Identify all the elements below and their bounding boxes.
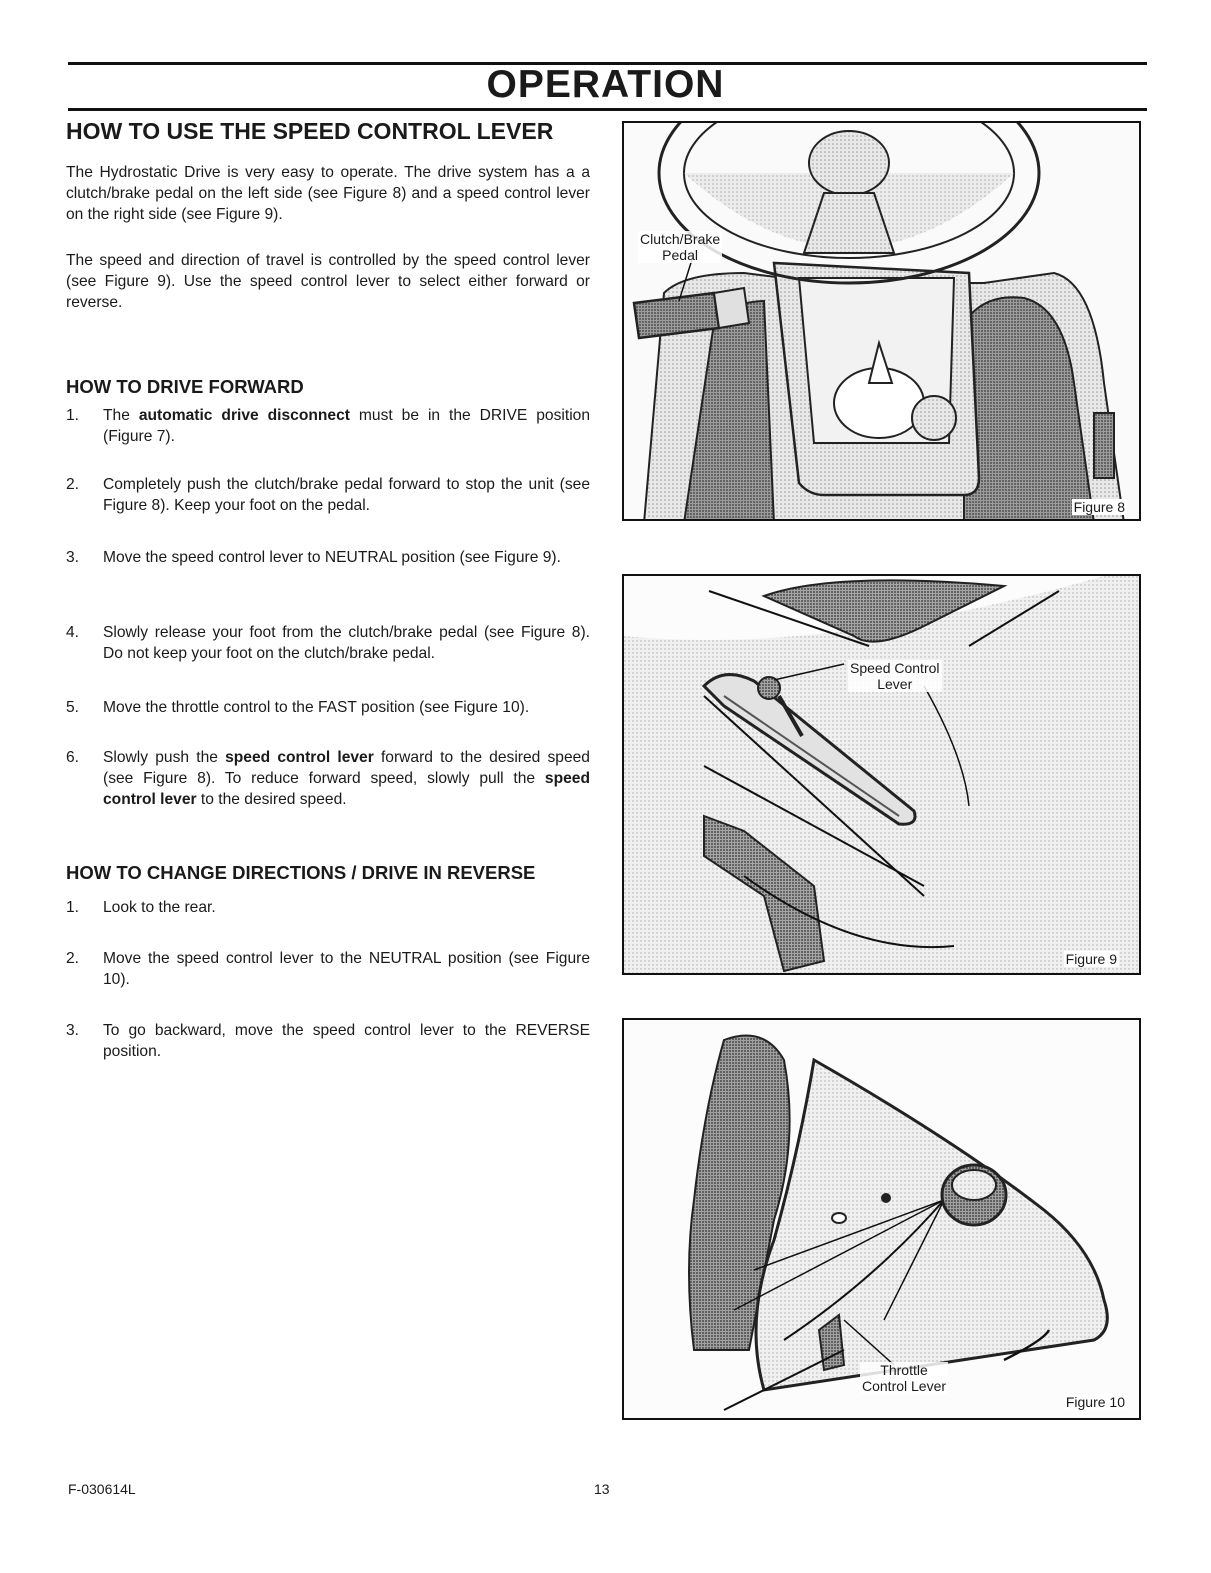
callout-line: Speed Control	[850, 660, 940, 676]
step-text: Move the speed control lever to NEUTRAL position (see Figure 9).	[103, 549, 561, 566]
clutch-brake-pedal-callout	[638, 231, 722, 263]
figure-8-label: Figure 8	[1073, 499, 1125, 515]
step-number: 2.	[66, 950, 80, 967]
speed-control-lever-callout	[848, 660, 942, 692]
title-underline	[68, 108, 1147, 111]
intro-paragraph: The Hydrostatic Drive is very easy to operate. The drive system has a a clutch/brake pedal on the left side (see Figure 8) and a speed control lever on the right side (see Figure 9).	[66, 164, 590, 223]
figure-10-illustration	[624, 1020, 1141, 1420]
figure-10-label: Figure 10	[1065, 1394, 1125, 1410]
callout-line: Throttle	[880, 1362, 928, 1378]
throttle-control-lever-callout	[860, 1362, 948, 1394]
page-number: 13	[594, 1481, 610, 1497]
step-text: The automatic drive disconnect must be in the DRIVE position (Figure 7).	[103, 407, 591, 445]
step-text: Slowly release your foot from the clutch/brake pedal (see Figure 8). Do not keep your foot on the clutch/brake pedal.	[103, 624, 590, 662]
step-text: Move the throttle control to the FAST position (see Figure 10).	[103, 699, 530, 716]
figure-9-label: Figure 9	[1065, 951, 1117, 967]
step-text: Completely push the clutch/brake pedal forward to stop the unit (see Figure 8). Keep your foot on the pedal.	[103, 476, 590, 514]
section-heading-drive-forward: HOW TO DRIVE FORWARD	[66, 376, 304, 397]
figure-9-illustration	[624, 576, 1141, 975]
step-number: 4.	[66, 624, 80, 641]
step-number: 1.	[66, 407, 80, 424]
step-text: Move the speed control lever to the NEUTRAL position (see Figure 10).	[103, 950, 590, 988]
callout-line: Clutch/Brake	[640, 231, 721, 247]
step-text: To go backward, move the speed control lever to the REVERSE position.	[103, 1022, 590, 1060]
figure-8-illustration	[624, 123, 1141, 521]
callout-line: Pedal	[662, 247, 698, 263]
document-code: F-030614L	[68, 1481, 136, 1497]
section-heading-reverse: HOW TO CHANGE DIRECTIONS / DRIVE IN REVERSE	[66, 862, 536, 883]
step-number: 3.	[66, 549, 80, 566]
figure-9	[622, 574, 1141, 975]
step-number: 1.	[66, 899, 80, 916]
step-number: 3.	[66, 1022, 80, 1039]
direction-paragraph: The speed and direction of travel is controlled by the speed control lever (see Figure 9). Use the speed control lever to select either forward or reverse.	[66, 252, 590, 311]
callout-line: Lever	[877, 676, 913, 692]
callout-line: Control Lever	[862, 1378, 947, 1394]
page-title: OPERATION	[486, 63, 725, 106]
step-text: Look to the rear.	[103, 899, 216, 916]
step-text: Slowly push the speed control lever forward to the desired speed (see Figure 8). To reduce forward speed, slowly pull the speed control lever to the desired speed.	[103, 749, 590, 808]
section-heading-speed-control: HOW TO USE THE SPEED CONTROL LEVER	[66, 118, 554, 144]
figure-8	[622, 121, 1141, 521]
figure-10	[622, 1018, 1141, 1420]
step-number: 6.	[66, 749, 80, 766]
step-number: 2.	[66, 476, 80, 493]
step-number: 5.	[66, 699, 80, 716]
